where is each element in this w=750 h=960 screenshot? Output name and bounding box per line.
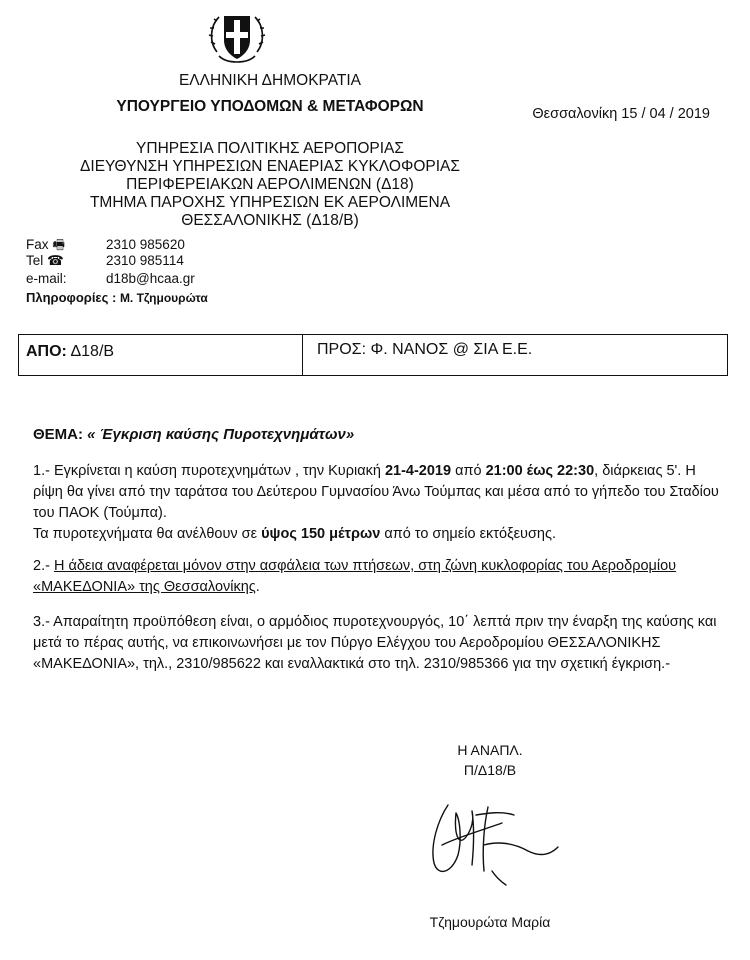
p2-end: .	[255, 579, 260, 595]
subject-text: « Έγκριση καύσης Πυροτεχνημάτων»	[87, 426, 355, 443]
p1-text-d: , διάρκειας 5'. Η ρίψη θα γίνει από την ταράτσα του Δεύτερου Γυμνασίου Άνω Τούμπας και μέσα από το γήπεδο του Σταδίου του ΠΑΟΚ (Τούμπα).	[33, 463, 719, 521]
email-address: d18b@hcaa.gr	[106, 271, 195, 286]
department-line-2: ΔΙΕΥΘΥΝΣΗ ΥΠΗΡΕΣΙΩΝ ΕΝΑΕΡΙΑΣ ΚΥΚΛΟΦΟΡΙΑΣ	[80, 158, 460, 175]
fax-label: Fax	[26, 237, 49, 252]
p1-text-e: Τα πυροτεχνήματα θα ανέλθουν σε	[33, 526, 262, 542]
paragraph-2	[33, 556, 723, 598]
department-line-5: ΘΕΣΣΑΛΟΝΙΚΗΣ (Δ18/Β)	[181, 212, 359, 229]
p1-height: ύψος 150 μέτρων	[261, 526, 381, 542]
p2-text: Η άδεια αναφέρεται μόνον στην ασφάλεια των πτήσεων, στη ζώνη κυκλοφορίας του Αεροδρομίου «ΜΑΚΕΔΟΝΙΑ» της Θεσσαλονίκης	[33, 558, 677, 595]
signature-title: Η ΑΝΑΠΛ.	[457, 742, 523, 758]
info-row	[26, 290, 208, 305]
from-field	[26, 343, 114, 361]
email-row	[26, 271, 195, 286]
department-line-1: ΥΠΗΡΕΣΙΑ ΠΟΛΙΤΙΚΗΣ ΑΕΡΟΠΟΡΙΑΣ	[136, 140, 404, 157]
p1-text-b: από	[451, 463, 486, 479]
email-label: e-mail:	[26, 271, 67, 286]
routing-box	[18, 334, 728, 376]
signature-department: Π/Δ18/Β	[463, 762, 517, 778]
fax-number: 2310 985620	[106, 237, 185, 252]
info-name: Μ. Τζημουρώτα	[119, 291, 208, 305]
to-label: ΠΡΟΣ:	[317, 341, 367, 358]
department-line-3: ΠΕΡΙΦΕΡΕΙΑΚΩΝ ΑΕΡΟΛΙΜΕΝΩΝ (Δ18)	[126, 176, 414, 193]
tel-row	[26, 253, 184, 269]
p2-number: 2.-	[33, 558, 54, 574]
signatory-name: Τζημουρώτα Μαρία	[429, 914, 551, 930]
coat-of-arms-icon	[205, 6, 269, 70]
paragraph-1	[33, 461, 723, 545]
p1-date: 21-4-2019	[384, 463, 452, 479]
p1-end-time: 22:30	[557, 463, 595, 479]
to-value: Φ. ΝΑΝΟΣ @ ΣΙΑ Ε.Ε.	[370, 341, 533, 358]
p1-text-a: 1.- Εγκρίνεται η καύση πυροτεχνημάτων , την Κυριακή	[33, 463, 385, 479]
subject-label: ΘΕΜΑ:	[33, 426, 83, 443]
republic-title: ΕΛΛΗΝΙΚΗ ΔΗΜΟΚΡΑΤΙΑ	[178, 72, 362, 89]
fax-icon: 🖷	[52, 237, 66, 252]
p1-start-time: 21:00	[485, 463, 523, 479]
document-date: Θεσσαλονίκη 15 / 04 / 2019	[532, 106, 710, 122]
tel-number: 2310 985114	[106, 253, 184, 268]
handwritten-signature	[418, 785, 578, 890]
routing-divider	[302, 335, 303, 375]
to-field	[317, 341, 532, 359]
department-line-4: ΤΜΗΜΑ ΠΑΡΟΧΗΣ ΥΠΗΡΕΣΙΩΝ ΕΚ ΑΕΡΟΛΙΜΕΝΑ	[89, 194, 451, 211]
ministry-title: ΥΠΟΥΡΓΕΙΟ ΥΠΟΔΟΜΩΝ & ΜΕΤΑΦΟΡΩΝ	[116, 98, 424, 115]
subject-line	[33, 426, 354, 443]
paragraph-3: 3.- Απαραίτητη προϋπόθεση είναι, ο αρμόδιος πυροτεχνουργός, 10΄ λεπτά πριν την έναρξη της καύσης και μετά το πέρας αυτής, να επικοινωνήσει με τον Πύργο Ελέγχου του Αεροδρομίου ΘΕΣΣΑΛΟΝΙΚΗΣ «ΜΑΚΕΔΟΝΙΑ», τηλ., 2310/985622 και εναλλακτικά στο τηλ. 2310/985366 για την σχετική έγκριση.-	[33, 614, 717, 672]
p1-text-f: από το σημείο εκτόξευσης.	[380, 526, 556, 542]
tel-label: Tel	[26, 253, 44, 268]
p1-text-c: έως	[522, 463, 558, 479]
from-label: ΑΠΟ:	[26, 343, 67, 360]
phone-icon: ☎	[47, 253, 64, 268]
info-label: Πληροφορίες :	[26, 290, 117, 305]
from-value: Δ18/Β	[70, 343, 115, 360]
